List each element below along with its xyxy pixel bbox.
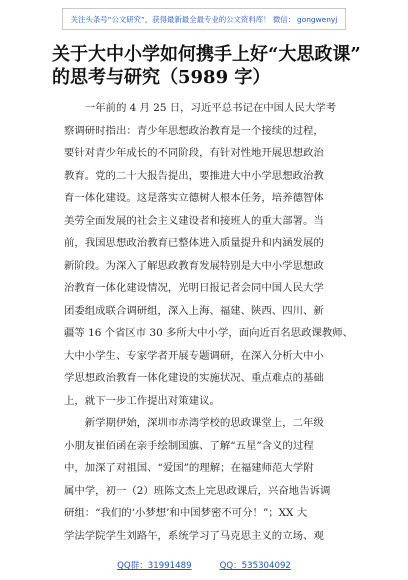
text-line: 前，我国思想政治教育已整体进入质量提升和内涵发展的 bbox=[64, 237, 324, 249]
qq-contact-link[interactable]: QQ：535304092 bbox=[219, 561, 291, 571]
text-line: 小朋友崔佰函在亲手绘制国旗、了解“五星”含义的过程 bbox=[64, 439, 314, 452]
text-line: 上，就下一步工作提出对策建议。 bbox=[64, 394, 220, 407]
text-line: 中，加深了对祖国、“爱国”的理解；在福建师范大学附 bbox=[64, 462, 314, 474]
title-line: 关于大中小学如何携手上好“大思政课” bbox=[52, 44, 361, 65]
text-line: 新阶段。为深入了解思政教育发展特别是大中小学思想政 bbox=[64, 259, 324, 272]
document-title bbox=[52, 43, 362, 89]
text-line: 美劳全面发展的社会主义建设者和接班人的重大部署。当 bbox=[64, 214, 324, 227]
text-line: 学思想政治教育一体化建设的实施状况、重点难点的基础 bbox=[64, 372, 324, 384]
text-line: 新学期伊始，深圳市赤湾学校的思政课堂上，二年级 bbox=[64, 417, 324, 429]
text-line: 要针对青少年成长的不同阶段，有针对性地开展思想政治 bbox=[64, 147, 324, 159]
text-line: 治教育一体化建设情况，光明日报记者会同中国人民大学 bbox=[64, 282, 324, 294]
promo-banner bbox=[62, 8, 346, 30]
text-line: 学法学院学生刘路午，系统学习了马克思主义的立场、观 bbox=[64, 529, 324, 542]
text-line: 教育。党的二十大报告提出，要推进大中小学思想政治教 bbox=[64, 169, 324, 182]
contact-footer bbox=[0, 556, 408, 574]
paragraph bbox=[64, 97, 352, 412]
text-line: 育一体化建设。这是落实立德树人根本任务，培养德智体 bbox=[64, 192, 324, 204]
text-line: 研组：“我们的‘小梦想’和中国梦密不可分！”；XX 大 bbox=[64, 507, 308, 519]
document-body bbox=[64, 97, 352, 547]
text-line: 察调研时指出：青少年思想政治教育是一个接续的过程， bbox=[64, 124, 324, 137]
promo-banner-text: 关注头条号“公文研究”，获得最新最全最专业的公文资料库！ 微信： bbox=[70, 14, 296, 24]
text-line: 疆等 16 个省区市 30 多所大中小学，面向近百名思政课教师、 bbox=[64, 327, 354, 339]
text-line: 大中小学生、专家学者开展专题调研，在深入分析大中小 bbox=[64, 349, 324, 362]
qq-group-link[interactable]: QQ群：31991489 bbox=[117, 561, 192, 571]
text-line: 一年前的 4 月 25 日，习近平总书记在中国人民大学考 bbox=[64, 102, 337, 114]
text-line: 属中学，初一（2）班陈文杰上完思政课后，兴奋地告诉调 bbox=[64, 484, 331, 497]
paragraph bbox=[64, 412, 352, 547]
wechat-id: gongwenyj bbox=[297, 14, 338, 24]
text-line: 团委组成联合调研组，深入上海、福建、陕西、四川、新 bbox=[64, 304, 324, 317]
title-line: 的思考与研究（5989 字） bbox=[52, 67, 271, 88]
